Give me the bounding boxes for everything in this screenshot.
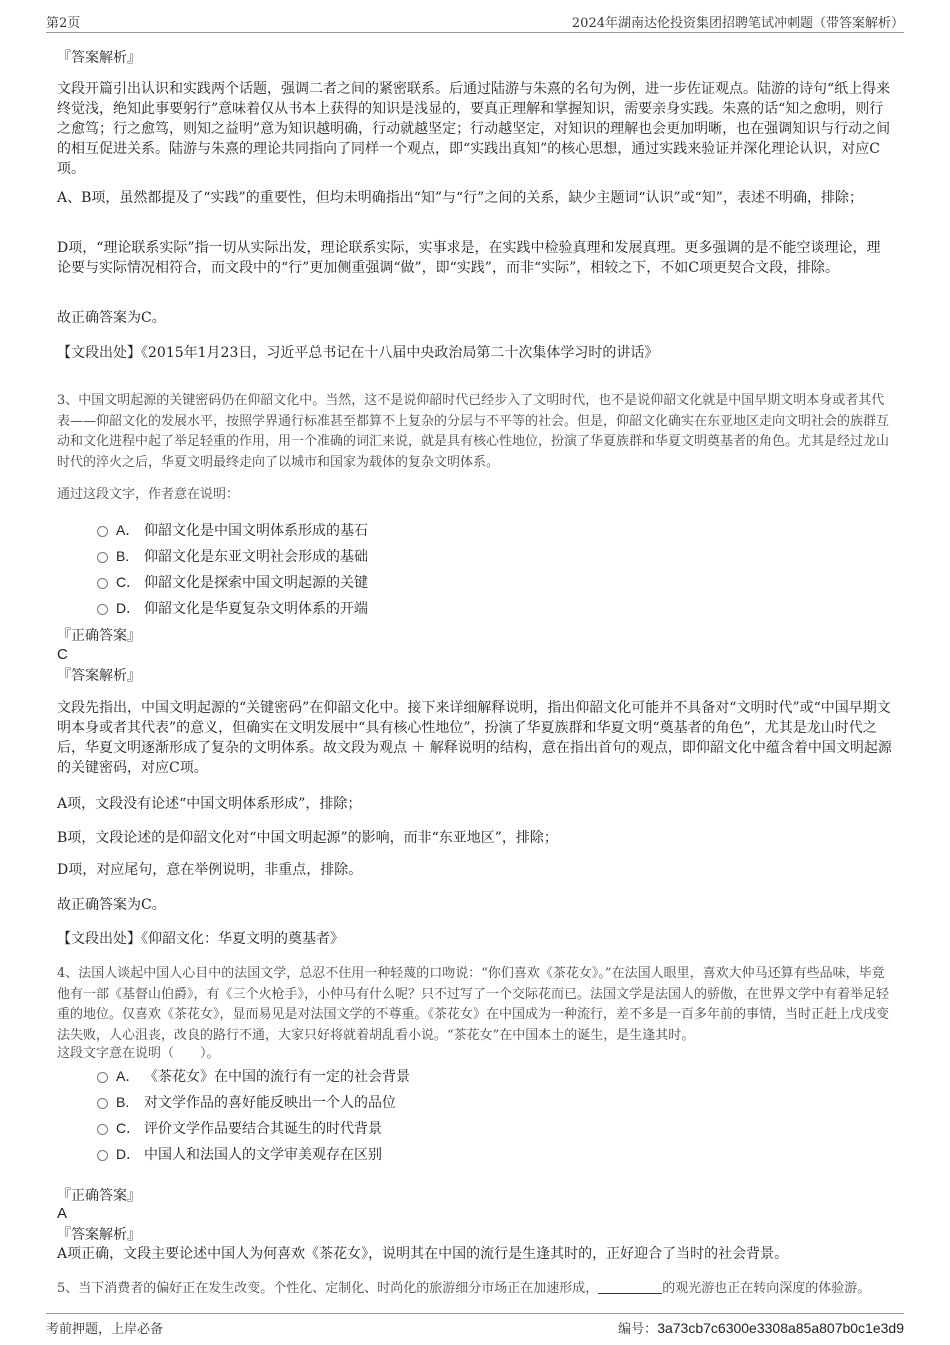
q4-option-d[interactable]: D． 中国人和法国人的文学审美观存在区别 xyxy=(97,1144,382,1164)
q3-option-b[interactable]: B. 仰韶文化是东亚文明社会形成的基础 xyxy=(97,546,368,566)
q3-analysis-para3: B项，文段论述的是仰韶文化对“中国文明起源”的影响，而非“东亚地区”，排除； xyxy=(57,830,558,846)
q4-option-b[interactable]: B. 对文学作品的喜好能反映出一个人的品位 xyxy=(97,1092,396,1112)
q2-analysis-para2: A、B项，虽然都提及了“实践”的重要性，但均未明确指出“知”与“行”之间的关系，缺少主题词“认识”或“知”，表述不明确，排除； xyxy=(57,190,863,206)
q5-stem: 5、当下消费者的偏好正在发生改变。个性化、定制化、时尚化的旅游细分市场正在加速形成， 的观光游也正在转向深度的体验游。 xyxy=(57,1281,871,1296)
page-number: 第2页 xyxy=(46,16,81,31)
q3-answer: C xyxy=(57,646,68,663)
q3-analysis-para1: 文段先指出，中国文明起源的“关键密码”在仰韶文化中。接下来详细解释说明，指出仰韶文化可能并不具备对“文明时代”或“中国早期文明本身或者其代表”的意义，但确实在文明发展中“具有核心性地位”，扮演了华夏族群和华夏文明“奠基者的角色”，尤其是龙山时代之后，华夏文明逐渐形成了复杂的文明体系。故文段为观点 ＋ 解释说明的结构，意在指出首句的观点，即仰韶文化中蕴含着中国文明起源的关键密码，对应C项。 xyxy=(57,700,892,776)
q3-question: 通过这段文字，作者意在说明： xyxy=(57,487,240,502)
q3-option-d[interactable]: D． 仰韶文化是华夏复杂文明体系的开端 xyxy=(97,598,368,618)
q3-option-a[interactable]: A． 仰韶文化是中国文明体系形成的基石 xyxy=(97,520,368,540)
fill-blank[interactable] xyxy=(598,1279,662,1294)
q4-answer-label: 『正确答案』 xyxy=(57,1188,141,1204)
q4-analysis-para1: A项正确，文段主要论述中国人为何喜欢《茶花女》，说明其在中国的流行是生逢其时的，正好迎合了当时的社会背景。 xyxy=(57,1246,789,1262)
q3-option-c[interactable]: C． 仰韶文化是探索中国文明起源的关键 xyxy=(97,572,368,592)
radio-button[interactable] xyxy=(97,1150,108,1161)
q2-source: 【文段出处】《2015年1月23日，习近平总书记在十八届中央政治局第二十次集体学习时的讲话》 xyxy=(57,345,659,361)
q4-analysis-label: 『答案解析』 xyxy=(57,1227,141,1243)
q4-option-c[interactable]: C． 评价文学作品要结合其诞生的时代背景 xyxy=(97,1118,382,1138)
q4-answer: A xyxy=(57,1205,68,1222)
q4-stem: 4、法国人谈起中国人心目中的法国文学，总忍不住用一种轻蔑的口吻说：“你们喜欢《茶花女》。”在法国人眼里，喜欢大仲马还算有些品味，毕竟他有一部《基督山伯爵》，有《三个火枪手》，小仲马有什么呢？只不过写了一个交际花而已。法国文学是法国人的骄傲，在世界文学中有着举足轻重的地位。仅喜欢《茶花女》，显而易见是对法国文学的不尊重。《茶花女》在中国成为一种流行，差不多是一百多年前的事情，当时正赶上戊戌变法失败，人心沮丧，改良的路行不通，大家只好将就着胡乱看小说。“茶花女”在中国本土的诞生，是生逢其时。 xyxy=(57,966,890,1043)
radio-button[interactable] xyxy=(97,1124,108,1135)
q3-analysis-label: 『答案解析』 xyxy=(57,668,141,684)
radio-button[interactable] xyxy=(97,552,108,563)
radio-button[interactable] xyxy=(97,578,108,589)
q3-analysis-para4: D项，对应尾句，意在举例说明，非重点，排除。 xyxy=(57,862,363,878)
radio-button[interactable] xyxy=(97,1098,108,1109)
page-footer xyxy=(46,1313,904,1336)
q2-analysis-para1: 文段开篇引出认识和实践两个话题，强调二者之间的紧密联系。后通过陆游与朱熹的名句为例，进一步佐证观点。陆游的诗句“纸上得来终觉浅，绝知此事要躬行”意味着仅从书本上获得的知识是浅显的，要真正理解和掌握知识，需要亲身实践。朱熹的话“知之愈明，则行之愈笃；行之愈笃，则知之益明”意为知识越明确，行动就越坚定；行动越坚定，对知识的理解也会更加明晰，也在强调知识与行动之间的相互促进关系。陆游与朱熹的理论共同指向了同样一个观点，即“实践出真知”的核心思想，通过实践来验证并深化理论认识，对应C项。 xyxy=(57,81,891,177)
radio-button[interactable] xyxy=(97,1072,108,1083)
q3-answer-label: 『正确答案』 xyxy=(57,628,141,644)
q4-question: 这段文字意在说明（ ）。 xyxy=(57,1046,220,1061)
q3-conclusion: 故正确答案为C。 xyxy=(57,897,166,913)
q4-option-a[interactable]: A． 《茶花女》在中国的流行有一定的社会背景 xyxy=(97,1066,410,1086)
radio-button[interactable] xyxy=(97,526,108,537)
q3-analysis-para2: A项，文段没有论述“中国文明体系形成”，排除； xyxy=(57,796,362,812)
q2-analysis-label: 『答案解析』 xyxy=(57,50,141,66)
radio-button[interactable] xyxy=(97,604,108,615)
q2-conclusion: 故正确答案为C。 xyxy=(57,310,166,326)
q3-source: 【文段出处】《仰韶文化：华夏文明的奠基者》 xyxy=(57,931,344,947)
document-id: 编号：3a73cb7c6300e3308a85a807b0c1e3d9 xyxy=(618,1320,904,1337)
q2-analysis-para3: D项，“理论联系实际”指一切从实际出发，理论联系实际，实事求是，在实践中检验真理和发展真理。更多强调的是不能空谈理论，理论要与实际情况相符合，而文段中的“行”更加侧重强调“做”，即“实践”，而非“实际”，相较之下，不如C项更契合文段，排除。 xyxy=(57,240,881,276)
page-header xyxy=(46,10,904,33)
document-title: 2024年湖南达伦投资集团招聘笔试冲刺题（带答案解析） xyxy=(571,16,904,31)
footer-slogan: 考前押题，上岸必备 xyxy=(46,1322,164,1337)
q3-stem: 3、中国文明起源的关键密码仍在仰韶文化中。当然，这不是说仰韶时代已经步入了文明时代，也不是说仰韶文化就是中国早期文明本身或者其代表——仰韶文化的发展水平，按照学界通行标准甚至都算不上复杂的分层与不平等的社会。但是，仰韶文化确实在东亚地区走向文明社会的族群互动和文化进程中起了举足轻重的作用，用一个准确的词汇来说，就是具有核心性地位，扮演了华夏族群和华夏文明奠基者的角色。尤其是经过龙山时代的淬火之后，华夏文明最终走向了以城市和国家为载体的复杂文明体系。 xyxy=(57,393,890,470)
